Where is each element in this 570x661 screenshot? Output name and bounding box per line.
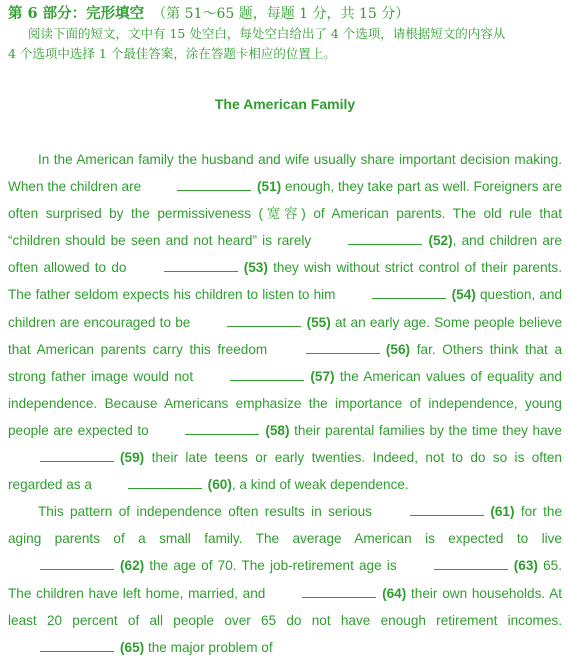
blank-60 xyxy=(96,471,232,498)
blank-number: (54) xyxy=(451,287,476,303)
passage-body xyxy=(8,146,562,661)
blank-55 xyxy=(195,309,331,336)
passage-text: In the American family the husband and wife usually share important decision making. When the children are xyxy=(8,152,562,195)
blank-line xyxy=(348,233,422,245)
passage-text: the major problem of xyxy=(147,639,273,655)
blank-54 xyxy=(340,281,476,308)
blank-line xyxy=(185,423,259,435)
instruction-line-1: 阅读下面的短文，文中有 15 处空白，每处空白给出了 4 个选项，请根据短文的内容从 xyxy=(28,26,506,41)
blank-64 xyxy=(270,580,406,607)
blank-62 xyxy=(8,552,144,579)
blank-number: (60) xyxy=(207,477,232,493)
passage-text: , and children are often allowed to do xyxy=(8,233,562,276)
blank-63 xyxy=(402,552,538,579)
blank-number: (58) xyxy=(265,422,290,438)
section-header xyxy=(8,4,564,64)
blank-line xyxy=(128,477,202,489)
blank-number: (61) xyxy=(490,504,515,520)
passage-text: for the aging parents of a small family. The average American is expected to live xyxy=(8,504,563,547)
blank-line xyxy=(230,369,304,381)
blank-line xyxy=(434,558,508,570)
blank-number: (53) xyxy=(243,260,268,276)
blank-number: (62) xyxy=(120,558,145,574)
paragraph-2 xyxy=(8,498,562,661)
blank-53 xyxy=(132,254,268,281)
blank-58 xyxy=(153,417,289,444)
passage-text: far. Others think that a strong father image would not xyxy=(8,341,563,384)
passage-text: the age of 70. The job-retirement age is xyxy=(149,558,397,574)
blank-number: (56) xyxy=(385,341,411,357)
blank-52 xyxy=(316,227,452,254)
blank-line xyxy=(306,342,380,354)
blank-line xyxy=(410,504,484,516)
blank-number: (51) xyxy=(257,179,282,195)
section-scoring-note: （第 51～65 题，每题 1 分，共 15 分） xyxy=(152,6,410,22)
blank-number: (59) xyxy=(120,450,145,466)
passage-title: The American Family xyxy=(214,96,356,112)
blank-number: (63) xyxy=(513,558,538,574)
blank-number: (55) xyxy=(306,314,331,330)
section-heading-line xyxy=(8,4,564,24)
blank-56 xyxy=(274,336,410,363)
blank-number: (65) xyxy=(120,639,145,655)
passage-text: question, and children are encouraged to be xyxy=(8,287,563,330)
blank-line xyxy=(372,287,446,299)
passage-text: their parental families by the time they have xyxy=(294,422,562,438)
blank-65 xyxy=(8,634,144,661)
passage-text: their late teens or early twenties. Indeed, not to do so is often regarded as a xyxy=(8,450,562,493)
blank-number: (64) xyxy=(382,585,407,601)
blank-51 xyxy=(145,173,281,200)
passage-text: enough, they take part as well. Foreigners are often surprised by the permissiveness (宽容) of American parents. The old rule that “children should be seen and not heard” is rarely xyxy=(8,179,563,249)
passage-text: at an early age. Some people believe that American parents carry this freedom xyxy=(8,314,563,357)
blank-57 xyxy=(198,363,334,390)
passage-text: This pattern of independence often results in serious xyxy=(38,504,372,520)
blank-number: (57) xyxy=(310,368,335,384)
instruction-line-2: 4 个选项中选择 1 个最佳答案，涂在答题卡相应的位置上。 xyxy=(8,46,336,61)
blank-line xyxy=(40,558,114,570)
paragraph-1 xyxy=(8,146,562,498)
blank-number: (52) xyxy=(428,233,453,249)
passage-text: they wish without strict control of their parents. The father seldom expects his children to listen to him xyxy=(8,260,563,303)
blank-line xyxy=(164,260,238,272)
section-title: 第 6 部分：完形填空 xyxy=(8,5,145,22)
passage-text: , a kind of weak dependence. xyxy=(231,477,409,493)
passage-text: 65. The children have left home, married, and xyxy=(8,558,562,601)
blank-line xyxy=(40,640,114,652)
blank-59 xyxy=(8,444,144,471)
blank-line xyxy=(227,315,301,327)
blank-line xyxy=(302,586,376,598)
passage-text: the American values of equality and independence. Because Americans emphasize the importance of independence, young people are expected to xyxy=(8,368,562,438)
blank-61 xyxy=(378,498,514,525)
passage-text: their own households. At least 20 percent of all people over 65 do not have enough retirement incomes. xyxy=(8,585,562,628)
blank-line xyxy=(177,179,251,191)
blank-line xyxy=(40,450,114,462)
